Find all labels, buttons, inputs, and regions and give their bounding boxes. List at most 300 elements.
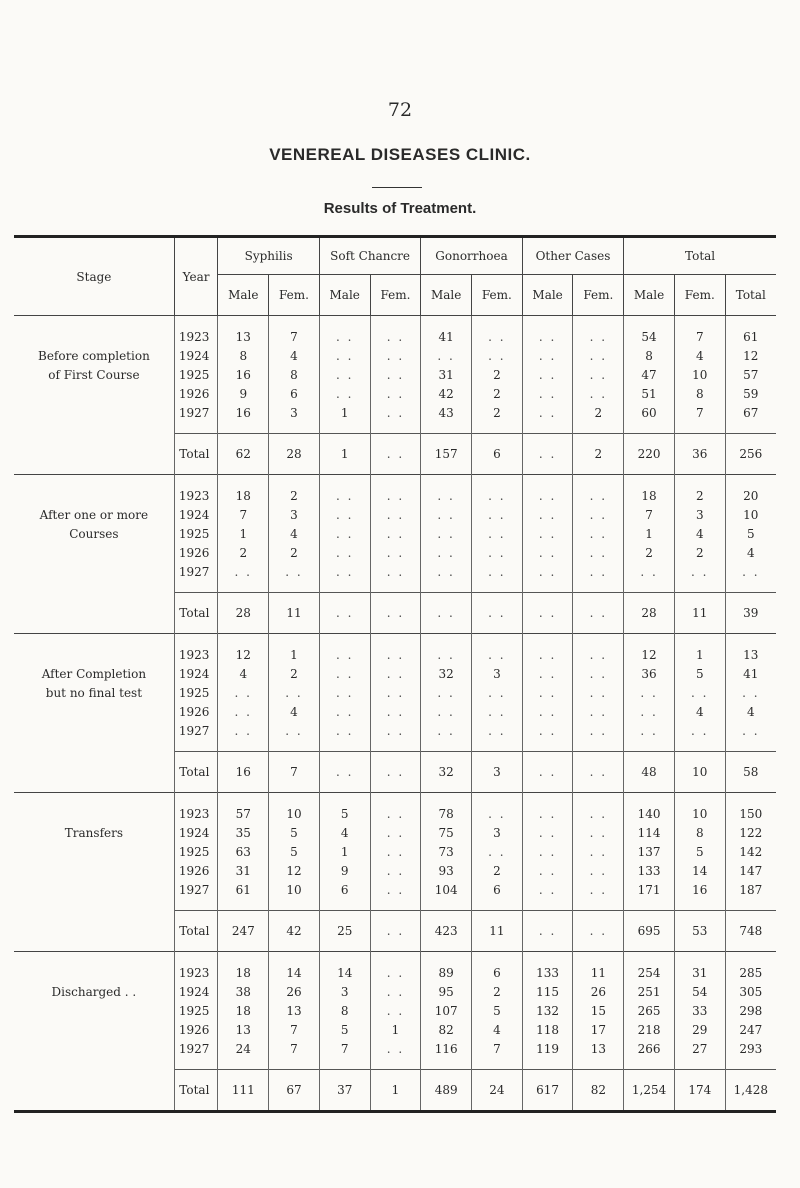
value-cell: 6 bbox=[472, 963, 523, 982]
value-cell: 32 bbox=[421, 664, 472, 683]
value-cell: . . bbox=[624, 721, 675, 740]
value-cell: 73 bbox=[421, 842, 472, 861]
value-cell: 54 bbox=[674, 982, 725, 1001]
value-cell: . . bbox=[472, 702, 523, 721]
value-cell: . . bbox=[421, 346, 472, 365]
value-cell: . . bbox=[370, 505, 421, 524]
page-number: 72 bbox=[387, 99, 413, 121]
stage-label bbox=[14, 1070, 174, 1112]
stage-label bbox=[14, 702, 174, 721]
year-cell: 1926 bbox=[174, 861, 218, 880]
stage-label bbox=[14, 1020, 174, 1039]
value-cell: . . bbox=[573, 346, 624, 365]
value-cell: 8 bbox=[674, 823, 725, 842]
value-cell: 4 bbox=[269, 702, 320, 721]
value-cell: 8 bbox=[218, 346, 269, 365]
subheader-cell: Fem. bbox=[370, 275, 421, 316]
value-cell: . . bbox=[573, 384, 624, 403]
value-cell: . . bbox=[472, 543, 523, 562]
value-cell: 1 bbox=[674, 645, 725, 664]
group-spacer bbox=[14, 952, 776, 964]
value-cell: 7 bbox=[218, 505, 269, 524]
value-cell: . . bbox=[674, 721, 725, 740]
total-cell: 16 bbox=[218, 752, 269, 793]
total-cell: 6 bbox=[472, 434, 523, 475]
value-cell: 107 bbox=[421, 1001, 472, 1020]
stage-label bbox=[14, 842, 174, 861]
value-cell: 16 bbox=[218, 365, 269, 384]
header-total: Total bbox=[624, 237, 776, 275]
table-row bbox=[14, 982, 776, 1001]
value-cell: 54 bbox=[624, 327, 675, 346]
year-cell: 1924 bbox=[174, 346, 218, 365]
value-cell: . . bbox=[573, 804, 624, 823]
value-cell: . . bbox=[472, 842, 523, 861]
header-soft-chancre: Soft Chancre bbox=[319, 237, 420, 275]
table-row bbox=[14, 880, 776, 899]
total-cell: . . bbox=[522, 911, 573, 952]
value-cell: . . bbox=[573, 664, 624, 683]
value-cell: 29 bbox=[674, 1020, 725, 1039]
value-cell: . . bbox=[573, 842, 624, 861]
value-cell: 4 bbox=[674, 524, 725, 543]
value-cell: . . bbox=[370, 683, 421, 702]
total-cell: 32 bbox=[421, 752, 472, 793]
subheader-cell: Male bbox=[421, 275, 472, 316]
total-cell: 7 bbox=[269, 752, 320, 793]
value-cell: . . bbox=[573, 486, 624, 505]
stage-label: Courses bbox=[69, 526, 119, 541]
value-cell: 24 bbox=[218, 1039, 269, 1058]
total-cell: . . bbox=[522, 752, 573, 793]
table-row bbox=[14, 721, 776, 740]
year-cell: 1925 bbox=[174, 842, 218, 861]
value-cell: . . bbox=[725, 721, 776, 740]
value-cell: . . bbox=[522, 880, 573, 899]
total-cell: 748 bbox=[725, 911, 776, 952]
value-cell: . . bbox=[573, 880, 624, 899]
value-cell: 2 bbox=[674, 486, 725, 505]
value-cell: 104 bbox=[421, 880, 472, 899]
stage-label bbox=[14, 562, 174, 581]
value-cell: 6 bbox=[269, 384, 320, 403]
value-cell: 2 bbox=[472, 982, 523, 1001]
total-cell: . . bbox=[370, 434, 421, 475]
subheader-cell: Fem. bbox=[472, 275, 523, 316]
value-cell: 4 bbox=[269, 346, 320, 365]
value-cell: . . bbox=[319, 327, 370, 346]
stage-label bbox=[14, 645, 174, 664]
value-cell: . . bbox=[370, 524, 421, 543]
subheader-cell: Male bbox=[319, 275, 370, 316]
total-cell: 11 bbox=[472, 911, 523, 952]
value-cell: . . bbox=[319, 721, 370, 740]
value-cell: . . bbox=[624, 562, 675, 581]
year-cell: 1924 bbox=[174, 823, 218, 842]
stage-label bbox=[14, 804, 174, 823]
stage-label bbox=[14, 593, 174, 634]
value-cell: . . bbox=[319, 486, 370, 505]
value-cell: . . bbox=[472, 327, 523, 346]
value-cell: 3 bbox=[269, 403, 320, 422]
value-cell: 13 bbox=[725, 645, 776, 664]
value-cell: . . bbox=[522, 524, 573, 543]
value-cell: 7 bbox=[269, 327, 320, 346]
value-cell: 89 bbox=[421, 963, 472, 982]
value-cell: . . bbox=[522, 683, 573, 702]
value-cell: 137 bbox=[624, 842, 675, 861]
value-cell: 13 bbox=[218, 327, 269, 346]
value-cell: 2 bbox=[218, 543, 269, 562]
total-cell: . . bbox=[573, 752, 624, 793]
total-cell: 489 bbox=[421, 1070, 472, 1112]
value-cell: 1 bbox=[319, 403, 370, 422]
total-cell: 25 bbox=[319, 911, 370, 952]
stage-label bbox=[14, 963, 174, 982]
value-cell: 140 bbox=[624, 804, 675, 823]
value-cell: . . bbox=[573, 365, 624, 384]
group-spacer bbox=[14, 316, 776, 328]
value-cell: 132 bbox=[522, 1001, 573, 1020]
table-row bbox=[14, 562, 776, 581]
value-cell: 7 bbox=[319, 1039, 370, 1058]
value-cell: 293 bbox=[725, 1039, 776, 1058]
value-cell: 4 bbox=[725, 702, 776, 721]
value-cell: 5 bbox=[269, 823, 320, 842]
value-cell: . . bbox=[319, 664, 370, 683]
total-cell: . . bbox=[421, 593, 472, 634]
value-cell: . . bbox=[370, 645, 421, 664]
value-cell: 4 bbox=[674, 702, 725, 721]
total-label: Total bbox=[174, 593, 218, 634]
table-row bbox=[14, 365, 776, 384]
value-cell: . . bbox=[269, 562, 320, 581]
total-cell: 617 bbox=[522, 1070, 573, 1112]
value-cell: 254 bbox=[624, 963, 675, 982]
value-cell: . . bbox=[522, 664, 573, 683]
value-cell: . . bbox=[573, 645, 624, 664]
value-cell: . . bbox=[624, 683, 675, 702]
value-cell: . . bbox=[269, 721, 320, 740]
year-cell: 1925 bbox=[174, 524, 218, 543]
value-cell: . . bbox=[370, 327, 421, 346]
value-cell: . . bbox=[573, 683, 624, 702]
table-row bbox=[14, 861, 776, 880]
total-cell: 11 bbox=[674, 593, 725, 634]
value-cell: . . bbox=[370, 842, 421, 861]
value-cell: . . bbox=[370, 982, 421, 1001]
value-cell: 11 bbox=[573, 963, 624, 982]
value-cell: 4 bbox=[472, 1020, 523, 1039]
value-cell: . . bbox=[370, 1039, 421, 1058]
value-cell: . . bbox=[624, 702, 675, 721]
value-cell: 7 bbox=[269, 1039, 320, 1058]
stage-label: After one or more bbox=[39, 507, 149, 522]
stage-label bbox=[14, 543, 174, 562]
total-cell: . . bbox=[522, 593, 573, 634]
table-row bbox=[14, 384, 776, 403]
value-cell: 10 bbox=[674, 804, 725, 823]
value-cell: . . bbox=[319, 562, 370, 581]
value-cell: 114 bbox=[624, 823, 675, 842]
value-cell: 122 bbox=[725, 823, 776, 842]
year-cell: 1926 bbox=[174, 384, 218, 403]
value-cell: . . bbox=[319, 702, 370, 721]
value-cell: 3 bbox=[472, 664, 523, 683]
value-cell: 142 bbox=[725, 842, 776, 861]
value-cell: . . bbox=[522, 505, 573, 524]
group-spacer bbox=[14, 899, 776, 911]
year-cell: 1927 bbox=[174, 403, 218, 422]
total-cell: 1 bbox=[370, 1070, 421, 1112]
value-cell: 9 bbox=[319, 861, 370, 880]
subheader-cell: Total bbox=[725, 275, 776, 316]
value-cell: . . bbox=[319, 365, 370, 384]
group-spacer bbox=[14, 793, 776, 805]
value-cell: 5 bbox=[319, 1020, 370, 1039]
value-cell: 119 bbox=[522, 1039, 573, 1058]
total-cell: 28 bbox=[624, 593, 675, 634]
total-cell: . . bbox=[522, 434, 573, 475]
total-cell: 220 bbox=[624, 434, 675, 475]
value-cell: 18 bbox=[218, 486, 269, 505]
value-cell: 10 bbox=[725, 505, 776, 524]
year-cell: 1923 bbox=[174, 804, 218, 823]
year-cell: 1923 bbox=[174, 327, 218, 346]
value-cell: 41 bbox=[421, 327, 472, 346]
total-cell: . . bbox=[370, 752, 421, 793]
value-cell: 150 bbox=[725, 804, 776, 823]
value-cell: 2 bbox=[269, 543, 320, 562]
table-row bbox=[14, 842, 776, 861]
value-cell: 1 bbox=[269, 645, 320, 664]
total-cell: 62 bbox=[218, 434, 269, 475]
total-cell: 1,428 bbox=[725, 1070, 776, 1112]
value-cell: . . bbox=[421, 702, 472, 721]
year-cell: 1925 bbox=[174, 1001, 218, 1020]
value-cell: 16 bbox=[674, 880, 725, 899]
page-title: VENEREAL DISEASES CLINIC. bbox=[269, 145, 531, 164]
total-cell: 53 bbox=[674, 911, 725, 952]
value-cell: 33 bbox=[674, 1001, 725, 1020]
year-cell: 1927 bbox=[174, 880, 218, 899]
total-cell: 37 bbox=[319, 1070, 370, 1112]
value-cell: . . bbox=[370, 543, 421, 562]
total-cell: . . bbox=[319, 593, 370, 634]
total-cell: . . bbox=[573, 911, 624, 952]
year-cell: 1926 bbox=[174, 702, 218, 721]
year-cell: 1923 bbox=[174, 963, 218, 982]
value-cell: 4 bbox=[218, 664, 269, 683]
value-cell: 2 bbox=[269, 486, 320, 505]
value-cell: 47 bbox=[624, 365, 675, 384]
value-cell: 1 bbox=[370, 1020, 421, 1039]
value-cell: 6 bbox=[472, 880, 523, 899]
value-cell: . . bbox=[522, 327, 573, 346]
total-cell: . . bbox=[573, 593, 624, 634]
value-cell: 43 bbox=[421, 403, 472, 422]
value-cell: 78 bbox=[421, 804, 472, 823]
value-cell: . . bbox=[573, 524, 624, 543]
total-cell: 36 bbox=[674, 434, 725, 475]
value-cell: 31 bbox=[674, 963, 725, 982]
value-cell: . . bbox=[218, 721, 269, 740]
total-label: Total bbox=[174, 434, 218, 475]
value-cell: 285 bbox=[725, 963, 776, 982]
value-cell: . . bbox=[522, 842, 573, 861]
value-cell: . . bbox=[319, 645, 370, 664]
value-cell: . . bbox=[522, 346, 573, 365]
total-cell: . . bbox=[370, 911, 421, 952]
value-cell: 187 bbox=[725, 880, 776, 899]
value-cell: . . bbox=[370, 384, 421, 403]
value-cell: . . bbox=[522, 702, 573, 721]
stage-label: Discharged . . bbox=[51, 984, 137, 999]
value-cell: 3 bbox=[674, 505, 725, 524]
total-cell: 42 bbox=[269, 911, 320, 952]
value-cell: . . bbox=[573, 702, 624, 721]
value-cell: 61 bbox=[725, 327, 776, 346]
value-cell: 31 bbox=[421, 365, 472, 384]
year-cell: 1926 bbox=[174, 543, 218, 562]
total-cell: 111 bbox=[218, 1070, 269, 1112]
value-cell: 116 bbox=[421, 1039, 472, 1058]
value-cell: . . bbox=[370, 403, 421, 422]
value-cell: 31 bbox=[218, 861, 269, 880]
value-cell: . . bbox=[218, 683, 269, 702]
value-cell: . . bbox=[522, 562, 573, 581]
value-cell: 5 bbox=[674, 842, 725, 861]
value-cell: . . bbox=[218, 702, 269, 721]
header-stage: Stage bbox=[14, 237, 174, 316]
total-cell: 695 bbox=[624, 911, 675, 952]
stage-label bbox=[14, 434, 174, 475]
stage-label bbox=[14, 486, 174, 505]
group-spacer bbox=[14, 581, 776, 593]
value-cell: . . bbox=[370, 486, 421, 505]
table-row bbox=[14, 1001, 776, 1020]
value-cell: . . bbox=[370, 702, 421, 721]
value-cell: 82 bbox=[421, 1020, 472, 1039]
value-cell: . . bbox=[370, 365, 421, 384]
value-cell: . . bbox=[370, 880, 421, 899]
total-cell: 28 bbox=[218, 593, 269, 634]
total-label: Total bbox=[174, 752, 218, 793]
value-cell: . . bbox=[421, 683, 472, 702]
stage-label bbox=[14, 721, 174, 740]
value-cell: 38 bbox=[218, 982, 269, 1001]
total-cell: 10 bbox=[674, 752, 725, 793]
year-cell: 1925 bbox=[174, 683, 218, 702]
value-cell: 8 bbox=[269, 365, 320, 384]
stage-label bbox=[14, 880, 174, 899]
total-cell: 174 bbox=[674, 1070, 725, 1112]
value-cell: 63 bbox=[218, 842, 269, 861]
value-cell: . . bbox=[421, 543, 472, 562]
value-cell: 4 bbox=[319, 823, 370, 842]
table-body bbox=[14, 316, 776, 1112]
year-cell: 1927 bbox=[174, 1039, 218, 1058]
value-cell: . . bbox=[522, 365, 573, 384]
header-other-cases: Other Cases bbox=[522, 237, 623, 275]
stage-label: of First Course bbox=[48, 367, 140, 382]
total-cell: 28 bbox=[269, 434, 320, 475]
value-cell: . . bbox=[421, 486, 472, 505]
group-spacer bbox=[14, 422, 776, 434]
value-cell: . . bbox=[370, 721, 421, 740]
value-cell: 9 bbox=[218, 384, 269, 403]
year-cell: 1924 bbox=[174, 664, 218, 683]
subheader-cell: Male bbox=[218, 275, 269, 316]
header-syphilis: Syphilis bbox=[218, 237, 319, 275]
total-cell: 1 bbox=[319, 434, 370, 475]
value-cell: . . bbox=[573, 823, 624, 842]
value-cell: . . bbox=[725, 562, 776, 581]
total-cell: 2 bbox=[573, 434, 624, 475]
value-cell: 305 bbox=[725, 982, 776, 1001]
value-cell: 5 bbox=[725, 524, 776, 543]
total-row bbox=[14, 752, 776, 793]
stage-label: Before completion bbox=[38, 348, 150, 363]
table-row bbox=[14, 683, 776, 702]
value-cell: 27 bbox=[674, 1039, 725, 1058]
total-cell: 24 bbox=[472, 1070, 523, 1112]
value-cell: . . bbox=[573, 721, 624, 740]
value-cell: 10 bbox=[269, 804, 320, 823]
title-rule bbox=[372, 187, 422, 188]
total-cell: 82 bbox=[573, 1070, 624, 1112]
table-row bbox=[14, 804, 776, 823]
group-spacer bbox=[14, 740, 776, 752]
value-cell: . . bbox=[319, 683, 370, 702]
value-cell: 7 bbox=[624, 505, 675, 524]
value-cell: 10 bbox=[674, 365, 725, 384]
value-cell: 251 bbox=[624, 982, 675, 1001]
year-cell: 1926 bbox=[174, 1020, 218, 1039]
group-spacer bbox=[14, 475, 776, 487]
stage-label bbox=[14, 327, 174, 346]
value-cell: 265 bbox=[624, 1001, 675, 1020]
subheader-cell: Male bbox=[522, 275, 573, 316]
value-cell: 59 bbox=[725, 384, 776, 403]
value-cell: 57 bbox=[218, 804, 269, 823]
table-row bbox=[14, 702, 776, 721]
stage-label bbox=[14, 911, 174, 952]
value-cell: 7 bbox=[472, 1039, 523, 1058]
value-cell: . . bbox=[319, 346, 370, 365]
total-row bbox=[14, 911, 776, 952]
value-cell: 17 bbox=[573, 1020, 624, 1039]
total-cell: 256 bbox=[725, 434, 776, 475]
total-cell: . . bbox=[319, 752, 370, 793]
table-row bbox=[14, 327, 776, 346]
value-cell: 61 bbox=[218, 880, 269, 899]
value-cell: 1 bbox=[624, 524, 675, 543]
table-row bbox=[14, 823, 776, 842]
subheader-cell: Fem. bbox=[269, 275, 320, 316]
group-spacer bbox=[14, 1058, 776, 1070]
value-cell: 247 bbox=[725, 1020, 776, 1039]
value-cell: 51 bbox=[624, 384, 675, 403]
total-row bbox=[14, 593, 776, 634]
value-cell: 14 bbox=[674, 861, 725, 880]
value-cell: 26 bbox=[269, 982, 320, 1001]
header-gonorrhoea: Gonorrhoea bbox=[421, 237, 522, 275]
value-cell: 2 bbox=[472, 384, 523, 403]
value-cell: . . bbox=[472, 721, 523, 740]
value-cell: . . bbox=[674, 562, 725, 581]
stage-label bbox=[14, 1001, 174, 1020]
